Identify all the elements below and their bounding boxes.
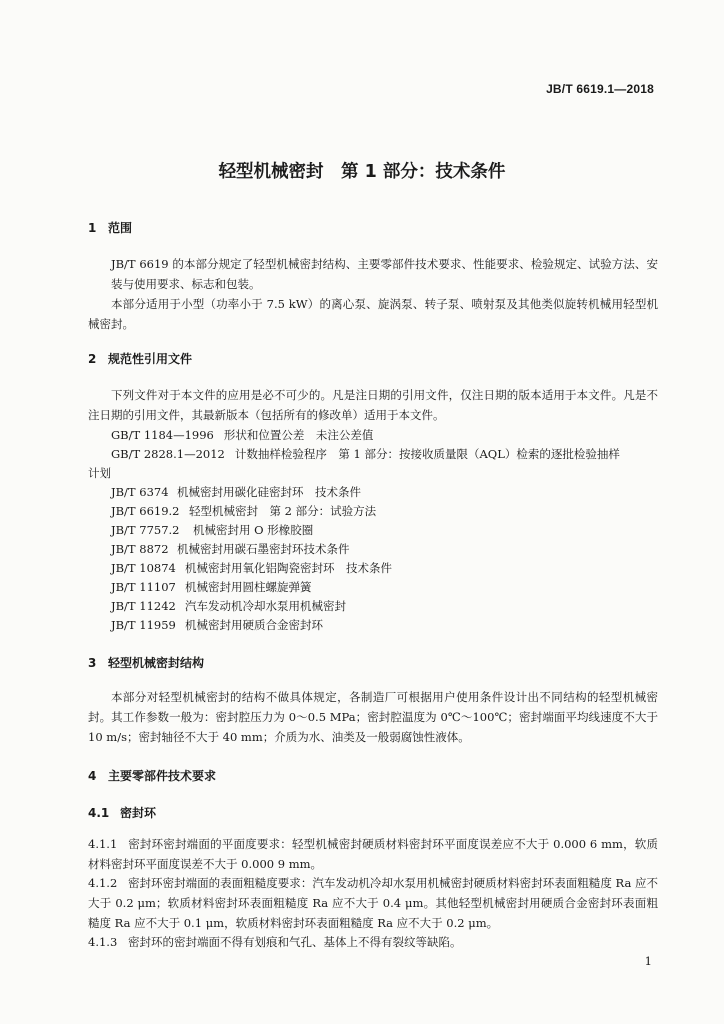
paragraph-text: 本部分适用于小型（功率小于 7.5 kW）的离心泵、旋涡泵、转子泵、喷射泵及其他类似旋转机械用轻型机械密封。 [88,297,658,331]
paragraph-text: 下列文件对于本文件的应用是必不可少的。凡是注日期的引用文件，仅注日期的版本适用于本文件。凡是不注日期的引用文件，其最新版本（包括所有的修改单）适用于本文件。 [88,388,658,422]
section-heading-component-requirements [88,767,216,784]
clause-4-1-3 [88,932,658,952]
reference-title: 机械密封用 O 形橡胶圈 [193,523,314,537]
paragraph-text: JB/T 6619 的本部分规定了轻型机械密封结构、主要零部件技术要求、性能要求、检验规定、试验方法、安装与使用要求、标志和包装。 [111,257,658,291]
reference-code: GB/T 1184—1996 [111,428,214,442]
clause-4-1-1 [88,834,658,874]
reference-code: GB/T 2828.1—2012 [111,447,225,461]
reference-code: JB/T 6374 [111,485,169,499]
reference-code: JB/T 10874 [111,561,176,575]
section-title: 范围 [108,221,133,235]
reference-title: 形状和位置公差 未注公差值 [223,428,374,442]
clause-text: 密封环密封端面的平面度要求：轻型机械密封硬质材料密封环平面度误差应不大于 0.000 6 mm，软质材料密封环平面度误差不大于 0.000 9 mm。 [88,837,658,871]
reference-item [111,444,620,464]
reference-title: 机械密封用圆柱螺旋弹簧 [185,580,312,594]
scope-paragraph-2 [88,294,658,334]
reference-item [111,501,376,521]
reference-title: 轻型机械密封 第 2 部分：试验方法 [189,504,377,518]
reference-item [111,558,392,578]
reference-item [111,615,323,635]
clause-number: 4.1.3 [88,935,118,949]
document-title: 轻型机械密封 第 1 部分：技术条件 [218,162,506,182]
clause-text: 密封环密封端面的表面粗糙度要求：汽车发动机冷却水泵用机械密封硬质材料密封环表面粗糙度 Ra 应不大于 0.2 μm；软质材料密封环表面粗糙度 Ra 应不大于 0.4 μm。其他轻型机械密封用硬质合金密封环表面粗糙度 Ra 应不大于 0.1 μm，软质材料密封环表面粗糙度 Ra 应不大于 0.2 μm。 [88,876,658,930]
section-title: 规范性引用文件 [108,352,193,366]
section-number: 3 [88,656,97,670]
reference-item [111,520,313,540]
reference-item [111,577,312,597]
subsection-number: 4.1 [88,806,110,820]
paragraph-text: 本部分对轻型机械密封的结构不做具体规定，各制造厂可根据用户使用条件设计出不同结构的轻型机械密封。其工作参数一般为：密封腔压力为 0～0.5 MPa；密封腔温度为 0℃～100℃；密封端面平均线速度不大于 10 m/s；密封轴径不大于 40 mm；介质为水、油类及一般弱腐蚀性液体。 [88,690,658,744]
reference-code: JB/T 11107 [111,580,176,594]
scope-paragraph-1 [111,254,658,294]
reference-title: 计数抽样检验程序 第 1 部分：按接收质量限（AQL）检索的逐批检验抽样 [234,447,620,461]
reference-item [111,596,346,616]
section-heading-scope [88,219,132,236]
section-heading-structure [88,654,204,671]
reference-continuation: 计划 [88,466,111,480]
section-title: 轻型机械密封结构 [108,656,205,670]
clause-text: 密封环的密封端面不得有划痕和气孔、基体上不得有裂纹等缺陷。 [128,935,462,949]
reference-title: 汽车发动机冷却水泵用机械密封 [185,599,346,613]
reference-code: JB/T 7757.2 [111,523,180,537]
section-number: 1 [88,221,97,235]
subsection-heading-seal-ring [88,804,156,821]
reference-title: 机械密封用硬质合金密封环 [185,618,323,632]
reference-item [111,539,350,559]
reference-title: 机械密封用碳石墨密封环技术条件 [177,542,350,556]
reference-code: JB/T 11242 [111,599,176,613]
reference-item [111,425,373,445]
clause-number: 4.1.2 [88,876,118,890]
section-number: 2 [88,352,97,366]
reference-code: JB/T 6619.2 [111,504,180,518]
page-number: 1 [644,954,652,968]
reference-item [111,482,361,502]
section-number: 4 [88,769,97,783]
subsection-title: 密封环 [120,806,157,820]
reference-code: JB/T 11959 [111,618,176,632]
references-intro [88,385,658,425]
clause-4-1-2 [88,873,658,933]
reference-title: 机械密封用氧化铝陶瓷密封环 技术条件 [185,561,392,575]
clause-number: 4.1.1 [88,837,118,851]
reference-code: JB/T 8872 [111,542,169,556]
reference-title: 机械密封用碳化硅密封环 技术条件 [177,485,361,499]
standard-id: JB/T 6619.1—2018 [546,82,654,96]
section-heading-normative-references [88,350,192,367]
section-title: 主要零部件技术要求 [108,769,217,783]
structure-paragraph [88,687,658,747]
